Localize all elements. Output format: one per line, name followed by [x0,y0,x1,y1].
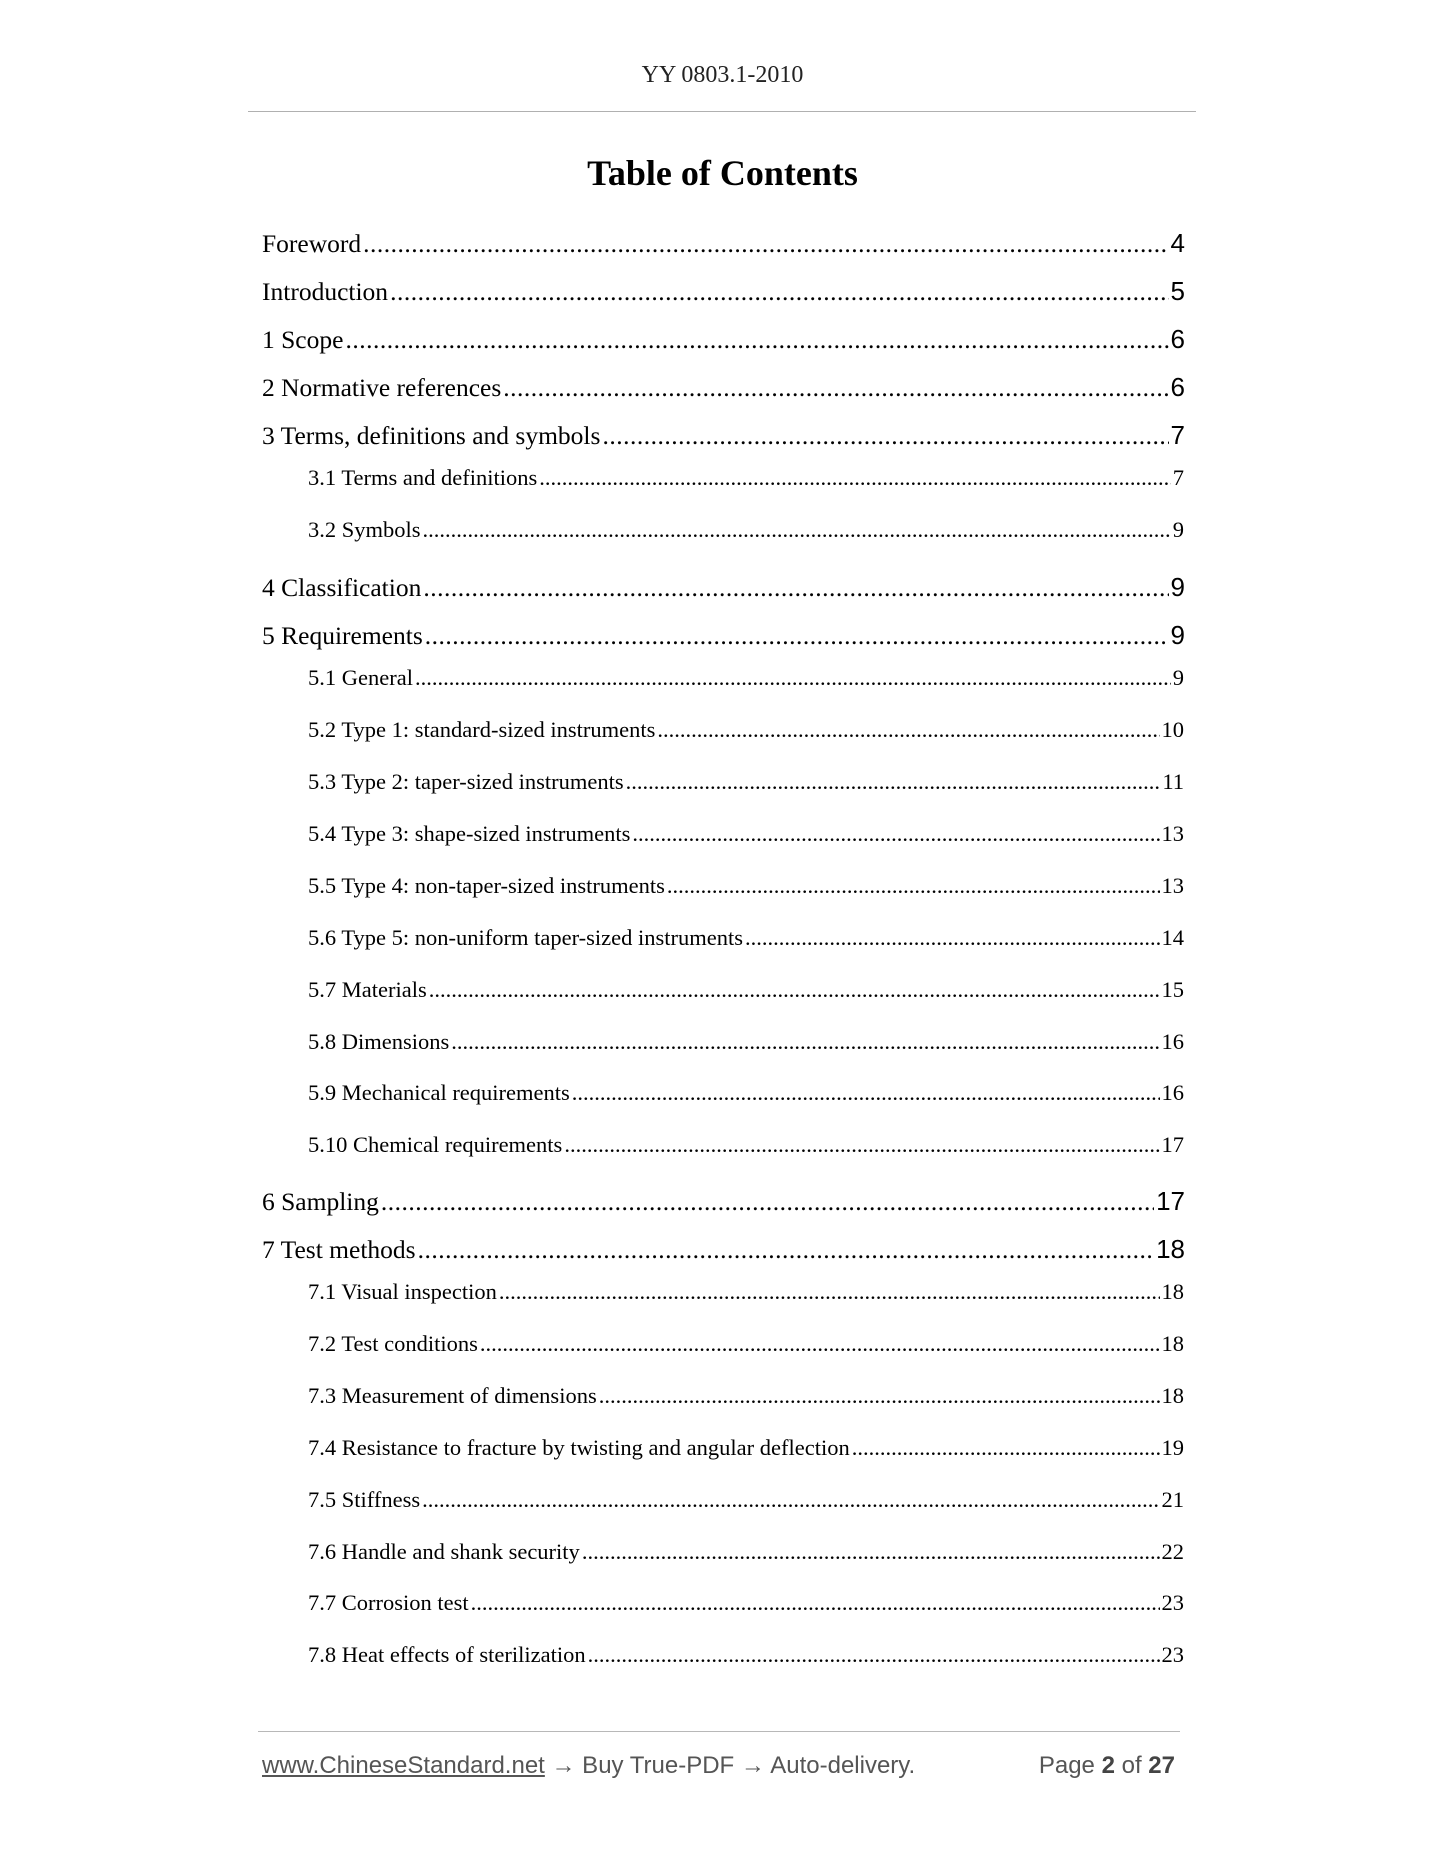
toc-dot-leader [422,1487,1159,1513]
toc-entry[interactable] [262,572,1185,606]
toc-dot-leader [564,1132,1159,1158]
toc-dot-leader [667,873,1160,899]
toc-entry-page: 4 [1170,228,1185,258]
toc-entry-page: 16 [1161,1029,1184,1054]
toc-dot-leader [539,465,1171,491]
toc-dot-leader [423,573,1168,603]
toc-entry-page: 21 [1161,1487,1184,1512]
toc-entry[interactable] [262,324,1185,358]
toc-entry-title: Introduction [262,277,389,306]
toc-entry[interactable] [308,1383,1184,1413]
toc-dot-leader [381,1187,1154,1217]
toc-entry[interactable] [262,1234,1185,1268]
toc-entry-title: 7.7 Corrosion test [308,1590,469,1615]
toc-entry-page: 7 [1172,465,1184,490]
toc-entry[interactable] [262,1186,1185,1220]
page-footer [262,1752,1180,1786]
toc-entry-page: 23 [1161,1590,1184,1615]
toc-entry[interactable] [308,1435,1184,1465]
toc-entry[interactable] [262,372,1185,406]
toc-entry[interactable] [308,717,1184,747]
toc-dot-leader [451,1029,1159,1055]
toc-entry[interactable] [308,1331,1184,1361]
toc-entry-page: 18 [1156,1234,1185,1264]
toc-entry-title: 5.9 Mechanical requirements [308,1080,570,1105]
toc-entry-title: 5.3 Type 2: taper-sized instruments [308,769,624,794]
toc-entry-page: 6 [1170,372,1185,402]
toc-dot-leader [471,1590,1160,1616]
toc-entry[interactable] [308,1279,1184,1309]
page-total: 27 [1148,1752,1175,1779]
page-header-doc-id: YY 0803.1-2010 [641,62,804,88]
toc-entry[interactable] [262,620,1185,654]
toc-entry-title: 5.6 Type 5: non-uniform taper-sized instruments [308,925,743,950]
toc-entry-page: 9 [1170,620,1185,650]
toc-dot-leader [745,925,1160,951]
toc-entry-title: 5.5 Type 4: non-taper-sized instruments [308,873,665,898]
toc-entry-page: 15 [1161,977,1184,1002]
toc-dot-leader [425,621,1169,651]
toc-entry-page: 9 [1172,517,1184,542]
toc-dot-leader [503,373,1168,403]
toc-entry-page: 13 [1161,873,1184,898]
toc-entry-title: 4 Classification [262,573,422,602]
toc-entry[interactable] [308,517,1184,547]
toc-title: Table of Contents [587,153,858,193]
toc-dot-leader [429,977,1160,1003]
toc-entry-title: 3 Terms, definitions and symbols [262,421,601,450]
toc-dot-leader [588,1642,1160,1668]
toc-dot-leader [480,1331,1160,1357]
toc-entry[interactable] [308,465,1184,495]
toc-entry-title: 5.2 Type 1: standard-sized instruments [308,717,656,742]
toc-dot-leader [499,1279,1160,1305]
toc-entry[interactable] [308,769,1184,799]
toc-entry-page: 19 [1161,1435,1184,1460]
toc-entry-title: 5.10 Chemical requirements [308,1132,563,1157]
toc-dot-leader [415,665,1171,691]
toc-entry-page: 9 [1170,572,1185,602]
toc-entry-page: 23 [1161,1642,1184,1667]
toc-entry-page: 18 [1161,1279,1184,1304]
toc-dot-leader [423,517,1171,543]
toc-entry-title: 7 Test methods [262,1235,416,1264]
toc-dot-leader [657,717,1159,743]
toc-dot-leader [602,421,1168,451]
toc-entry-title: 7.3 Measurement of dimensions [308,1383,597,1408]
toc-entry-page: 10 [1161,717,1184,742]
toc-entry-page: 14 [1161,925,1184,950]
toc-entry[interactable] [308,977,1184,1007]
toc-entry-title: 3.1 Terms and definitions [308,465,538,490]
toc-entry-page: 7 [1170,420,1185,450]
toc-entry[interactable] [308,873,1184,903]
toc-entry[interactable] [262,276,1185,310]
toc-entry-title: 6 Sampling [262,1187,379,1216]
toc-entry-title: 5.8 Dimensions [308,1029,450,1054]
toc-entry-title: 3.2 Symbols [308,517,421,542]
toc-entry[interactable] [308,665,1184,695]
toc-entry-title: 5.1 General [308,665,413,690]
toc-dot-leader [390,277,1168,307]
toc-entry[interactable] [308,1080,1184,1110]
toc-entry[interactable] [308,1642,1184,1672]
website-link[interactable]: www.ChineseStandard.net [262,1752,545,1779]
toc-entry-page: 13 [1161,821,1184,846]
toc-entry-title: 2 Normative references [262,373,502,402]
toc-entry-title: 5.7 Materials [308,977,427,1002]
toc-dot-leader [599,1383,1160,1409]
toc-entry[interactable] [308,1590,1184,1620]
toc-entry-page: 11 [1162,769,1184,794]
page-counter [1039,1752,1175,1780]
toc-entry-page: 9 [1172,665,1184,690]
toc-dot-leader [363,229,1168,259]
toc-entry-title: 7.5 Stiffness [308,1487,421,1512]
toc-entry[interactable] [308,1132,1184,1162]
toc-entry-title: 7.2 Test conditions [308,1331,478,1356]
toc-entry-page: 6 [1170,324,1185,354]
toc-entry[interactable] [308,821,1184,851]
footer-tagline: → Buy True-PDF → Auto-delivery. [544,1752,916,1779]
toc-dot-leader [582,1539,1160,1565]
toc-entry-page: 22 [1161,1539,1184,1564]
page-label: Page [1038,1752,1095,1779]
toc-entry-title: 5 Requirements [262,621,423,650]
footer-promo [262,1752,915,1780]
toc-dot-leader [632,821,1159,847]
toc-entry-title: 7.1 Visual inspection [308,1279,497,1304]
page-current: 2 [1101,1752,1115,1779]
toc-entry-title: 7.8 Heat effects of sterilization [308,1642,586,1667]
toc-entry-page: 16 [1161,1080,1184,1105]
toc-entry[interactable] [262,228,1185,262]
toc-entry-title: 7.4 Resistance to fracture by twisting and angular deflection [308,1435,850,1460]
toc-dot-leader [345,325,1168,355]
toc-entry[interactable] [262,420,1185,454]
toc-entry[interactable] [308,925,1184,955]
toc-entry[interactable] [308,1029,1184,1059]
toc-dot-leader [626,769,1161,795]
toc-entry-page: 5 [1170,276,1185,306]
toc-entry-page: 17 [1156,1186,1185,1216]
toc-dot-leader [572,1080,1160,1106]
toc-entry-title: 5.4 Type 3: shape-sized instruments [308,821,631,846]
toc-entry[interactable] [308,1487,1184,1517]
toc-entry-page: 18 [1161,1383,1184,1408]
toc-dot-leader [418,1235,1155,1265]
toc-entry-title: Foreword [262,229,362,258]
toc-entry-page: 18 [1161,1331,1184,1356]
toc-dot-leader [852,1435,1160,1461]
footer-divider [258,1731,1180,1732]
toc-entry[interactable] [308,1539,1184,1569]
toc-entry-title: 1 Scope [262,325,344,354]
toc-entry-page: 17 [1161,1132,1184,1157]
toc-entry-title: 7.6 Handle and shank security [308,1539,580,1564]
page-of-label: of [1121,1752,1142,1779]
